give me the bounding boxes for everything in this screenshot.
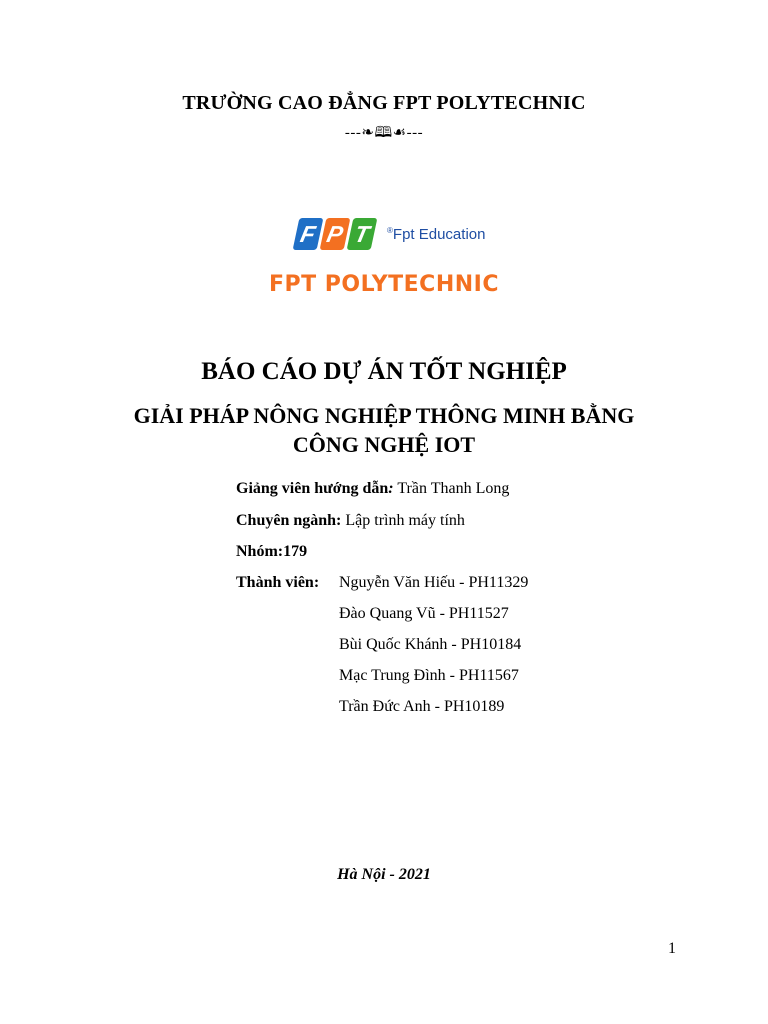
fpt-polytechnic-wordmark: FPT POLYTECHNIC bbox=[268, 272, 499, 297]
members-label: Thành viên: bbox=[236, 574, 320, 591]
major-label: Chuyên ngành: bbox=[236, 512, 342, 529]
logo-tile-t: T bbox=[347, 218, 378, 250]
logo-tile-p: P bbox=[320, 218, 351, 250]
group-label: Nhóm:179 bbox=[236, 543, 308, 560]
logo-tile-f: F bbox=[293, 218, 324, 250]
major-line bbox=[236, 512, 465, 530]
advisor-label: Giảng viên hướng dẫn bbox=[236, 480, 389, 497]
school-name: TRƯỜNG CAO ĐẲNG FPT POLYTECHNIC bbox=[182, 92, 586, 114]
fpt-education-text: ®Fpt Education bbox=[387, 225, 486, 243]
member-item: Trần Đức Anh - PH10189 bbox=[339, 698, 505, 715]
member-item: Mạc Trung Đình - PH11567 bbox=[339, 667, 519, 684]
members-label-line bbox=[236, 574, 319, 592]
ornament-divider: ---❧🕮☙--- bbox=[344, 125, 424, 141]
member-item: Đào Quang Vũ - PH11527 bbox=[339, 605, 509, 622]
major-value: Lập trình máy tính bbox=[341, 512, 465, 529]
fpt-tiles bbox=[296, 218, 377, 250]
advisor-colon: : bbox=[388, 480, 394, 497]
report-title: BÁO CÁO DỰ ÁN TỐT NGHIỆP bbox=[201, 358, 567, 385]
report-subtitle-line1: GIẢI PHÁP NÔNG NGHIỆP THÔNG MINH BẰNG bbox=[133, 403, 635, 428]
place-date: Hà Nội - 2021 bbox=[337, 866, 431, 883]
member-item: Nguyễn Văn Hiếu - PH11329 bbox=[339, 574, 529, 591]
report-subtitle-line2: CÔNG NGHỆ IOT bbox=[292, 432, 476, 457]
member-item: Bùi Quốc Khánh - PH10184 bbox=[339, 636, 522, 653]
group-line bbox=[236, 543, 307, 561]
page-number: 1 bbox=[668, 940, 676, 957]
registered-mark: ® bbox=[387, 225, 393, 235]
fpt-education-logo bbox=[296, 214, 485, 254]
advisor-value: Trần Thanh Long bbox=[393, 480, 510, 497]
advisor-line bbox=[236, 480, 509, 498]
